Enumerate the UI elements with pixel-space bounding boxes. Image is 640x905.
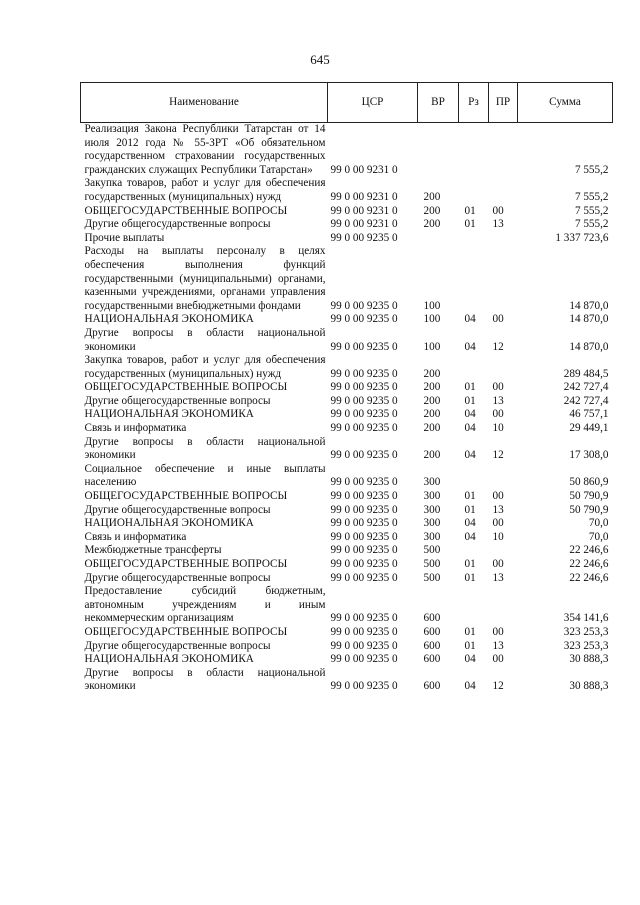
header-vr: ВР — [418, 83, 459, 123]
header-row — [81, 83, 613, 123]
cell-sum: 1 337 723,6 — [555, 231, 609, 244]
cell-name: Другие вопросы в области национальной экономики — [84, 666, 326, 693]
page-number: 645 — [310, 52, 330, 67]
cell-sum: 7 555,2 — [574, 190, 609, 203]
table-row — [81, 232, 613, 246]
cell-vr: 500 — [423, 571, 441, 584]
cell-pr: 00 — [492, 558, 504, 570]
table-row — [81, 653, 613, 667]
cell-name: НАЦИОНАЛЬНАЯ ЭКОНОМИКА — [84, 313, 254, 326]
cell-vr: 100 — [423, 299, 441, 312]
cell-csr: 99 0 00 9235 0 — [330, 625, 398, 638]
cell-vr: 300 — [423, 476, 441, 489]
cell-sum: 70,0 — [588, 517, 609, 530]
cell-pr: 12 — [492, 340, 504, 353]
cell-vr: 200 — [423, 218, 441, 231]
table-row — [81, 218, 613, 232]
cell-vr: 300 — [423, 503, 441, 516]
cell-name: Другие вопросы в области национальной экономики — [84, 326, 326, 353]
cell-sum: 7 555,2 — [574, 204, 609, 217]
cell-name: Другие общегосударственные вопросы — [84, 639, 271, 652]
cell-name: ОБЩЕГОСУДАРСТВЕННЫЕ ВОПРОСЫ — [84, 490, 288, 503]
cell-vr: 100 — [423, 313, 441, 326]
table-row — [81, 504, 613, 518]
cell-pr: 00 — [492, 653, 504, 666]
cell-pr: 00 — [492, 625, 504, 638]
cell-pr: 00 — [492, 313, 504, 326]
cell-name: Социальное обеспечение и иные выплаты населению — [84, 462, 326, 489]
table-row — [81, 327, 613, 354]
cell-sum: 14 870,0 — [569, 340, 609, 353]
cell-rz: 04 — [464, 313, 476, 326]
cell-sum: 7 555,2 — [574, 163, 609, 176]
cell-vr: 600 — [423, 612, 441, 625]
cell-pr — [489, 585, 518, 626]
cell-vr: 200 — [423, 394, 441, 407]
cell-pr: 00 — [492, 381, 504, 394]
cell-sum: 50 860,9 — [569, 476, 609, 489]
cell-rz: 01 — [464, 218, 476, 231]
cell-pr — [489, 354, 518, 381]
table-row — [81, 558, 613, 572]
cell-rz — [459, 463, 489, 490]
table-row — [81, 205, 613, 219]
table-row — [81, 585, 613, 626]
cell-pr: 13 — [492, 218, 504, 231]
cell-pr — [489, 177, 518, 204]
table-row — [81, 640, 613, 654]
table-row — [81, 395, 613, 409]
table-row — [81, 544, 613, 558]
cell-csr: 99 0 00 9235 0 — [330, 558, 398, 570]
cell-rz — [459, 232, 489, 246]
cell-sum: 46 757,1 — [569, 408, 609, 421]
cell-vr: 500 — [423, 544, 441, 557]
cell-rz: 04 — [464, 653, 476, 666]
cell-vr: 200 — [423, 449, 441, 462]
cell-rz — [459, 245, 489, 313]
cell-pr — [489, 232, 518, 246]
cell-name: Расходы на выплаты персоналу в целях обеспечения выполнения функций государственными (муниципальными) органами, казенными учреждениями, органами управления государственными внебюджетными фондами — [84, 245, 326, 312]
cell-vr: 200 — [423, 190, 441, 203]
cell-rz: 01 — [464, 503, 476, 516]
cell-sum: 22 246,6 — [569, 544, 609, 557]
cell-csr: 99 0 00 9235 0 — [330, 381, 398, 394]
cell-pr — [489, 463, 518, 490]
cell-sum: 354 141,6 — [563, 612, 609, 625]
table-row — [81, 572, 613, 586]
cell-pr — [489, 123, 518, 178]
table-row — [81, 381, 613, 395]
header-sum: Сумма — [518, 83, 613, 123]
cell-name: Предоставление субсидий бюджетным, автономным учреждениям и иным некоммерческим организациям — [84, 585, 326, 625]
cell-csr: 99 0 00 9235 0 — [330, 313, 398, 326]
table-row — [81, 531, 613, 545]
cell-sum: 323 253,3 — [563, 625, 609, 638]
cell-sum: 242 727,4 — [563, 381, 609, 394]
cell-pr: 13 — [492, 394, 504, 407]
cell-csr: 99 0 00 9235 0 — [330, 544, 398, 557]
cell-pr: 12 — [492, 680, 504, 693]
cell-rz — [459, 585, 489, 626]
cell-pr: 00 — [492, 490, 504, 503]
cell-rz: 01 — [464, 639, 476, 652]
cell-csr: 99 0 00 9235 0 — [330, 394, 398, 407]
table-header — [81, 83, 613, 123]
table-row — [81, 626, 613, 640]
cell-sum: 323 253,3 — [563, 639, 609, 652]
cell-sum: 14 870,0 — [569, 313, 609, 326]
cell-vr: 200 — [423, 367, 441, 380]
cell-name: НАЦИОНАЛЬНАЯ ЭКОНОМИКА — [84, 517, 254, 530]
cell-name: ОБЩЕГОСУДАРСТВЕННЫЕ ВОПРОСЫ — [84, 558, 288, 570]
cell-name: Закупка товаров, работ и услуг для обеспечения государственных (муниципальных) нужд — [84, 354, 326, 380]
cell-csr: 99 0 00 9235 0 — [330, 680, 398, 693]
cell-csr: 99 0 00 9235 0 — [330, 653, 398, 666]
cell-name: Закупка товаров, работ и услуг для обеспечения государственных (муниципальных) нужд — [84, 177, 326, 203]
cell-sum: 30 888,3 — [569, 680, 609, 693]
table-row — [81, 463, 613, 490]
cell-rz: 04 — [464, 530, 476, 543]
cell-vr: 300 — [423, 517, 441, 530]
cell-name: Другие вопросы в области национальной экономики — [84, 435, 326, 462]
cell-name: Прочие выплаты — [84, 231, 165, 244]
cell-vr: 600 — [423, 653, 441, 666]
cell-name: Связь и информатика — [84, 422, 187, 435]
cell-sum: 14 870,0 — [569, 299, 609, 312]
cell-rz: 01 — [464, 394, 476, 407]
cell-vr: 200 — [423, 408, 441, 421]
table-row — [81, 667, 613, 694]
cell-vr: 200 — [423, 381, 441, 394]
cell-csr: 99 0 00 9231 0 — [330, 163, 398, 176]
cell-name: ОБЩЕГОСУДАРСТВЕННЫЕ ВОПРОСЫ — [84, 625, 288, 638]
cell-vr: 300 — [423, 490, 441, 503]
cell-name: Другие общегосударственные вопросы — [84, 218, 271, 231]
cell-csr: 99 0 00 9235 0 — [330, 503, 398, 516]
cell-pr: 13 — [492, 503, 504, 516]
cell-rz: 04 — [464, 408, 476, 421]
cell-vr: 200 — [423, 204, 441, 217]
cell-rz: 01 — [464, 571, 476, 584]
cell-name: ОБЩЕГОСУДАРСТВЕННЫЕ ВОПРОСЫ — [84, 381, 288, 394]
cell-pr: 00 — [492, 204, 504, 217]
cell-name: Другие общегосударственные вопросы — [84, 503, 271, 516]
cell-rz — [459, 177, 489, 204]
table-row — [81, 123, 613, 178]
cell-csr: 99 0 00 9231 0 — [330, 190, 398, 203]
table-row — [81, 245, 613, 313]
cell-sum: 22 246,6 — [569, 558, 609, 570]
cell-pr: 00 — [492, 517, 504, 530]
cell-csr: 99 0 00 9235 0 — [330, 299, 398, 312]
table-body — [81, 123, 613, 694]
budget-table — [80, 82, 613, 694]
cell-rz — [459, 544, 489, 558]
cell-name: Связь и информатика — [84, 530, 187, 543]
cell-pr: 10 — [492, 530, 504, 543]
cell-pr: 13 — [492, 639, 504, 652]
cell-name: Межбюджетные трансферты — [84, 544, 222, 557]
cell-rz: 01 — [464, 381, 476, 394]
cell-vr: 600 — [423, 639, 441, 652]
header-name: Наименование — [81, 83, 328, 123]
cell-rz — [459, 123, 489, 178]
cell-pr: 00 — [492, 408, 504, 421]
cell-name: Другие общегосударственные вопросы — [84, 394, 271, 407]
cell-vr: 300 — [423, 530, 441, 543]
cell-name: НАЦИОНАЛЬНАЯ ЭКОНОМИКА — [84, 653, 254, 666]
cell-csr: 99 0 00 9235 0 — [330, 639, 398, 652]
cell-vr: 500 — [423, 558, 441, 570]
cell-csr: 99 0 00 9235 0 — [330, 530, 398, 543]
cell-csr: 99 0 00 9235 0 — [330, 340, 398, 353]
cell-csr: 99 0 00 9235 0 — [330, 476, 398, 489]
cell-rz: 01 — [464, 490, 476, 503]
cell-sum: 22 246,6 — [569, 571, 609, 584]
table-row — [81, 313, 613, 327]
cell-csr: 99 0 00 9235 0 — [330, 612, 398, 625]
cell-rz — [459, 354, 489, 381]
cell-rz: 04 — [464, 449, 476, 462]
cell-pr — [489, 544, 518, 558]
table-row — [81, 177, 613, 204]
cell-rz: 04 — [464, 340, 476, 353]
cell-csr: 99 0 00 9235 0 — [330, 517, 398, 530]
cell-sum: 17 308,0 — [569, 449, 609, 462]
cell-csr: 99 0 00 9235 0 — [330, 408, 398, 421]
cell-sum: 29 449,1 — [569, 422, 609, 435]
cell-pr: 10 — [492, 422, 504, 435]
cell-sum: 50 790,9 — [569, 490, 609, 503]
header-rz: Рз — [459, 83, 489, 123]
cell-vr: 600 — [423, 680, 441, 693]
table-row — [81, 436, 613, 463]
cell-vr — [418, 232, 459, 246]
table-row — [81, 422, 613, 436]
cell-sum: 242 727,4 — [563, 394, 609, 407]
cell-csr: 99 0 00 9235 0 — [330, 571, 398, 584]
cell-csr: 99 0 00 9235 0 — [330, 490, 398, 503]
cell-csr: 99 0 00 9231 0 — [330, 218, 398, 231]
cell-vr: 200 — [423, 422, 441, 435]
cell-rz: 01 — [464, 204, 476, 217]
cell-sum: 30 888,3 — [569, 653, 609, 666]
cell-pr: 13 — [492, 571, 504, 584]
cell-name: НАЦИОНАЛЬНАЯ ЭКОНОМИКА — [84, 408, 254, 421]
cell-vr: 600 — [423, 625, 441, 638]
cell-vr: 100 — [423, 340, 441, 353]
cell-csr: 99 0 00 9231 0 — [330, 204, 398, 217]
cell-rz: 04 — [464, 517, 476, 530]
table-row — [81, 517, 613, 531]
cell-name: ОБЩЕГОСУДАРСТВЕННЫЕ ВОПРОСЫ — [84, 204, 288, 217]
cell-rz: 01 — [464, 558, 476, 570]
cell-csr: 99 0 00 9235 0 — [330, 231, 398, 244]
cell-csr: 99 0 00 9235 0 — [330, 422, 398, 435]
cell-vr — [418, 123, 459, 178]
table-row — [81, 354, 613, 381]
header-pr: ПР — [489, 83, 518, 123]
cell-sum: 289 484,5 — [563, 367, 609, 380]
cell-name: Реализация Закона Республики Татарстан от 14 июля 2012 года № 55-ЗРТ «Об обязательном государственном страховании государственных гражданских служащих Республики Татарстан» — [84, 123, 326, 176]
header-csr: ЦСР — [328, 83, 418, 123]
cell-rz: 04 — [464, 680, 476, 693]
cell-sum: 50 790,9 — [569, 503, 609, 516]
cell-csr: 99 0 00 9235 0 — [330, 367, 398, 380]
cell-rz: 04 — [464, 422, 476, 435]
cell-csr: 99 0 00 9235 0 — [330, 449, 398, 462]
cell-sum: 70,0 — [588, 530, 609, 543]
cell-name: Другие общегосударственные вопросы — [84, 571, 271, 584]
cell-sum: 7 555,2 — [574, 218, 609, 231]
table-row — [81, 408, 613, 422]
cell-pr: 12 — [492, 449, 504, 462]
cell-rz: 01 — [464, 625, 476, 638]
cell-pr — [489, 245, 518, 313]
table-row — [81, 490, 613, 504]
